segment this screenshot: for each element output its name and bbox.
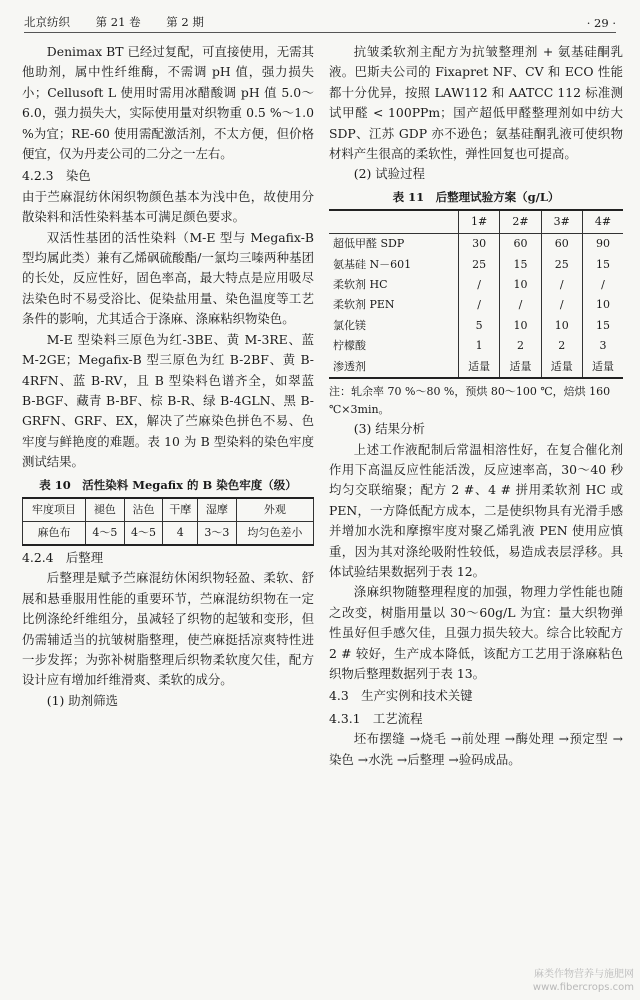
paragraph: 后整理是赋予苎麻混纺休闲织物轻盈、柔软、舒展和悬垂服用性能的重要环节，苎麻混纺织物在一定比例涤纶纤维组分，虽减轻了织物的起皱和变形，但仍需辅适当的抗皱树脂整理，使苎麻挺括凉爽特性进一步发挥；为弥补树脂整理后织物柔软度欠佳，配方设计应有增加纤维滑爽、柔软的成分。 [22,570,314,688]
table-header-cell: 1# [458,210,499,234]
paragraph: Denimax BT 已经过复配，可直接使用，无需其他助剂，属中性纤维酶，不需调 pH 值，强力损失小；Cellusoft L 使用时需用冰醋酸调 pH 值 5.0～6.0，强力损失大，实际使用量对织物重 0.5 %～1.0 %为宜；RE-60 使用需配激活剂，不太方便，但价格便宜，仅为丹麦公司的二分之一左右。 [22,44,314,162]
table-cell: 15 [582,316,623,336]
table-11 [329,209,623,379]
table-row [329,295,623,315]
table-row [329,357,623,378]
section-heading-4-3: 4.3 生产实例和技术关键 [329,688,473,704]
page-number: · 29 · [586,16,616,30]
table-10 [22,497,314,546]
table-cell: 30 [458,234,499,255]
table-10-caption: 表 10 活性染料 Megafix 的 B 染色牢度（级） [39,477,297,492]
table-cell: 10 [500,316,541,336]
right-column [329,42,623,770]
table-cell: / [458,295,499,315]
table-row [329,275,623,295]
left-column [22,42,314,711]
section-heading-4-2-4: 4.2.4 后整理 [22,549,104,565]
section-heading-4-2-3: 4.2.3 染色 [22,168,91,184]
table-row [329,255,623,275]
table-header-cell: 外观 [236,498,313,522]
table-cell: 3～3 [198,521,237,545]
table-cell: 2 [541,336,582,356]
table-row [23,521,314,545]
table-header-cell: 湿摩 [198,498,237,522]
table-cell: 25 [458,255,499,275]
table-header-row [23,498,314,522]
table-header-cell: 干摩 [163,498,198,522]
table-header-cell: 褪色 [86,498,125,522]
table-cell: 适量 [500,357,541,378]
section-heading-4-3-1: 4.3.1 工艺流程 [329,710,423,726]
table-cell: 4 [163,521,198,545]
table-cell: / [541,275,582,295]
site-watermark [533,968,634,994]
table-header-cell: 3# [541,210,582,234]
table-cell: 90 [582,234,623,255]
journal-name: 北京纺织 [24,15,70,29]
table-cell: 3 [582,336,623,356]
row-label-cell: 氨基硅 N－601 [333,257,412,271]
table-cell: 适量 [541,357,582,378]
table-header-cell: 2# [500,210,541,234]
paragraph: 双活性基团的活性染料（M-E 型与 Megafix-B 型均属此类）兼有乙烯砜硫酸酯/一氯均三嗪两种基团的长处，反应性好，固色率高，最大特点是应用吸尽法染色时不易受浴比、促染盐用量、染色温度等工艺条件的影响，尤其适合于涤麻、涤麻粘织物染色。 [22,229,314,327]
subheading: (3) 结果分析 [353,421,425,437]
row-label-cell: 柔软剂 HC [333,278,388,292]
volume-label: 第 21 卷 [95,15,141,29]
table-cell: / [500,295,541,315]
table-cell: / [582,275,623,295]
table-cell: 10 [541,316,582,336]
table-cell: 25 [541,255,582,275]
header-left [24,14,226,32]
table-cell: 10 [500,275,541,295]
table-11-caption: 表 11 后整理试验方案（g/L） [392,189,560,204]
table-cell: 2 [500,336,541,356]
paragraph: 由于苎麻混纺休闲织物颜色基本为浅中色，故使用分散染料和活性染料基本可满足颜色要求。 [22,188,314,225]
table-header-cell: 沾色 [124,498,163,522]
table-header-cell: 4# [582,210,623,234]
table-cell: 1 [458,336,499,356]
row-label-cell: 氯化镁 [333,318,366,332]
table-cell: 适量 [582,357,623,378]
table-header-row [329,210,623,234]
row-label-cell: 超低甲醛 SDP [333,237,405,251]
row-label-cell: 柔软剂 PEN [333,298,395,312]
issue-label: 第 2 期 [166,15,204,29]
table-cell: 4～5 [86,521,125,545]
row-label-cell: 渗透剂 [333,359,366,373]
paragraph: M-E 型染料三原色为红-3BE、黄 M-3RE、蓝 M-2GE；Megafix-B 型三原色为红 B-2BF、黄 B-4RFN、蓝 B-RV，且 B 型染料色谱齐全，如翠蓝 B-BGF、藏青 B-BF、棕 B-R、绿 B-4GLN、黑 B-GRFN、GRF、EX，解决了苎麻染色拼色不易、色牢度与鲜艳度的难题。表 10 为 B 型染料的染色牢度测试结果。 [22,331,314,470]
watermark-line: 麻类作物营养与施肥网 [534,969,634,980]
table-11-note: 注：轧余率 70 %～80 %，预烘 80～100 ℃，焙烘 160 ℃×3min。 [329,385,611,417]
table-header-cell: 牢度项目 [23,498,86,522]
table-cell: 60 [541,234,582,255]
table-row [329,336,623,356]
table-cell: 均匀色差小 [236,521,313,545]
paragraph: 涤麻织物随整理程度的加强，物理力学性能也随之改变，树脂用量以 30～60g/L 为宜：量大织物弹性虽好但手感欠佳，且强力损失较大。综合比较配方 2 # 较好，生产成本降低，该配方工艺用于涤麻粘色织物后整理数据列于表 13。 [329,584,623,681]
table-cell: / [458,275,499,295]
table-row [329,234,623,255]
paragraph: 抗皱柔软剂主配方为抗皱整理剂 + 氨基硅酮乳液。巴斯夫公司的 Fixapret NF、CV 和 ECO 性能都十分优异，按照 LAW112 和 AATCC 112 标准测试甲醛 < 100PPm；国产超低甲醛整理剂如中纺大 SDP、江苏 GDP 亦不逊色；氨基硅酮乳液可使织物材料产生很高的柔软性，弹性回复也可提高。 [329,44,623,162]
row-label-cell: 柠檬酸 [333,339,366,353]
table-cell: 适量 [458,357,499,378]
table-cell: / [541,295,582,315]
table-row [329,316,623,336]
table-cell: 15 [582,255,623,275]
table-header-cell [329,210,458,234]
paragraph: 坯布摆缝 →烧毛 →前处理 →酶处理 →预定型 →染色 →水洗 →后整理 →验码成品。 [329,731,623,767]
running-header [24,10,616,33]
subheading: (1) 助剂筛选 [46,692,118,708]
watermark-line: www.fibercrops.com [532,982,634,993]
paragraph: 上述工作液配制后常温相溶性好，在复合催化剂作用下高温反应性能活泼，反应速率高，30～40 秒均匀交联缩聚；配方 2 #、4 # 拼用柔软剂 HC 或 PEN，一方降低配方成本，二是使织物具有光滑手感并增加水洗和摩擦牢度对聚乙烯乳液 PEN 使用应慎重，因为其对涤纶吸附性较低，易造成表层浮移。具体试验结果数据列于表 12。 [329,441,623,579]
table-11-body [329,234,623,378]
table-cell: 4～5 [124,521,163,545]
table-cell: 5 [458,316,499,336]
table-cell: 60 [500,234,541,255]
table-cell: 麻色布 [23,521,86,545]
table-cell: 10 [582,295,623,315]
table-cell: 15 [500,255,541,275]
subheading: (2) 试验过程 [353,166,425,182]
